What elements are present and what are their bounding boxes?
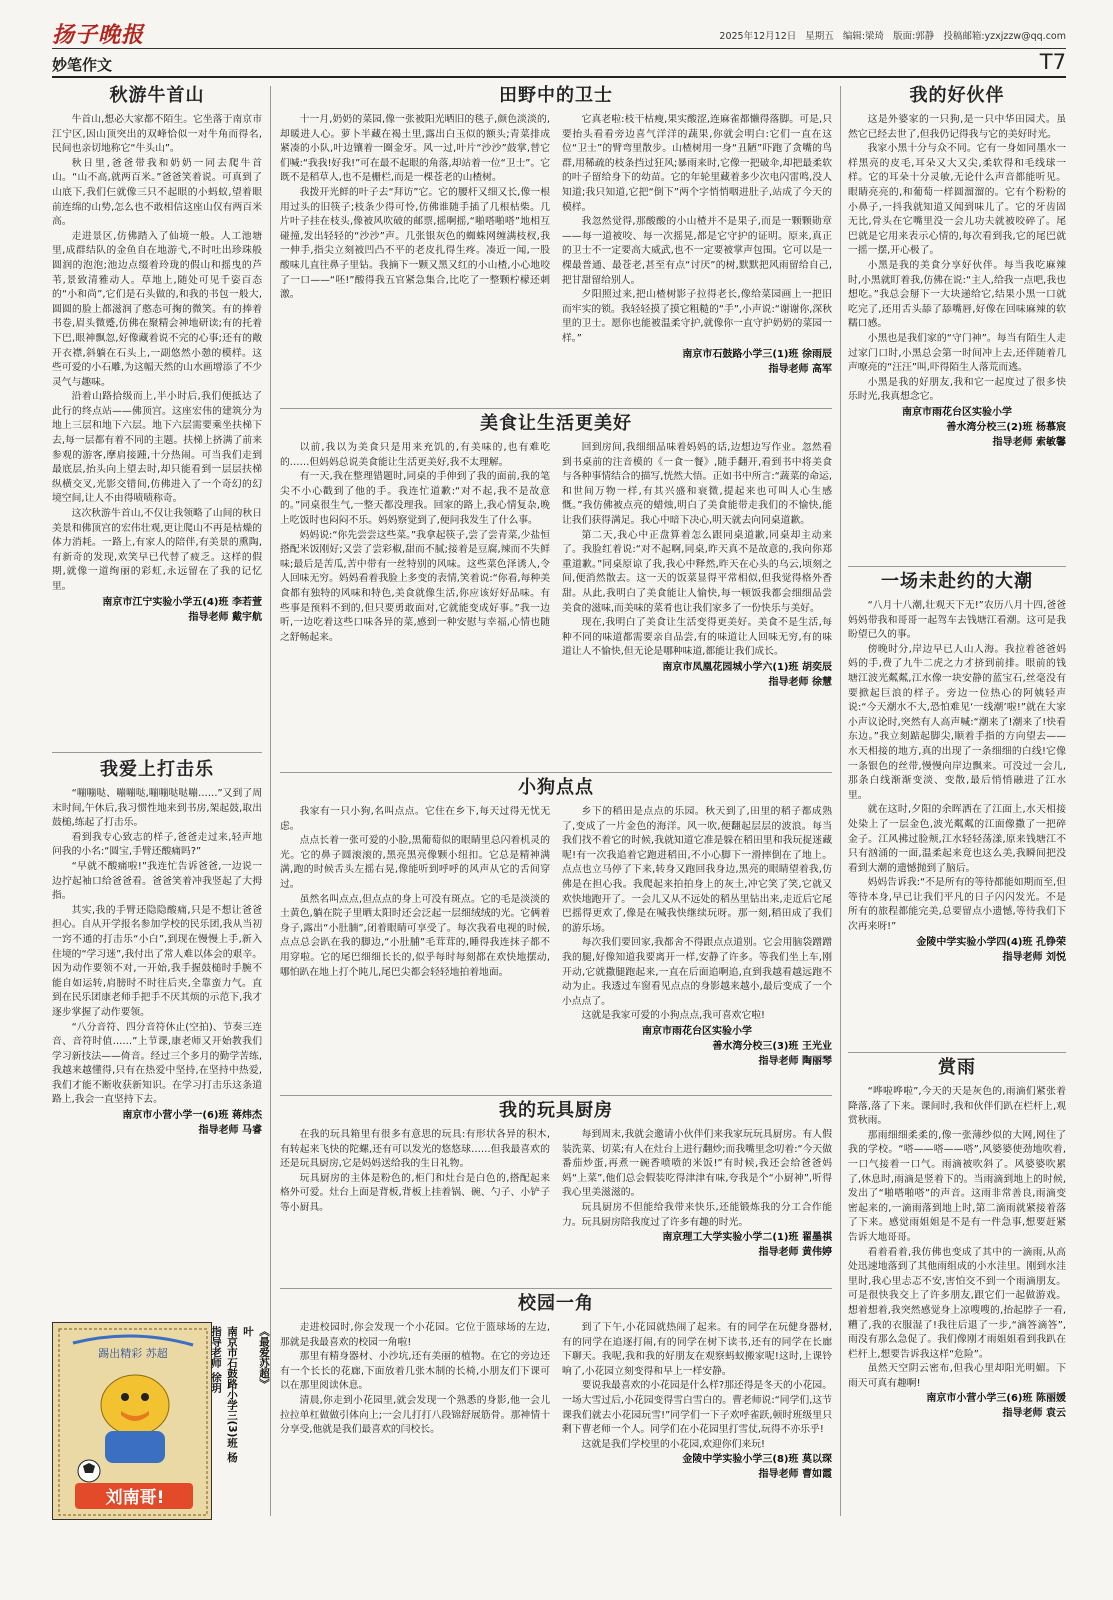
article-paragraph: 我拨开光鲜的叶子去“拜访”它。它的腰杆又细又长,像一根用过头的旧筷子;枝条少得可怜,仿佛谁随手插了几根枯柴。几片叶子挂在枝头,像被风吹破的邮票,摇啊摇,“啪嗒啪嗒”地相互碰撞,发出轻轻的“沙沙”声。几张银灰色的蜘蛛网缠满枝杈,我一伸手,指尖立刻被凹凸不平的老皮扎得生疼。凑近一闻,一股酸味儿直往鼻子里钻。我摘下一颗又黑又红的小山楂,小心地咬了一口——“呸!”酸得我五官紧急集合,比吃了一整颗柠檬还刺激。 bbox=[280, 186, 550, 301]
article-dachao bbox=[848, 570, 1066, 1048]
article-title: 一场未赴约的大潮 bbox=[881, 571, 1033, 592]
article-author-class: 善水湾分校三(2)班 杨慕宸 bbox=[946, 421, 1066, 433]
article-paragraph: 到了下午,小花园就热闹了起来。有的同学在玩健身器材,有的同学在追逐打闹,有的同学在树下读书,还有的同学在长廊下聊天。我呢,我和我的好朋友在观察蚂蚁搬家呢!这时,上课铃响了,小花园立刻变得和早上一样安静。 bbox=[562, 1322, 832, 1377]
article-title: 我的好伙伴 bbox=[909, 85, 1005, 106]
issue-meta bbox=[713, 28, 1066, 42]
article-teacher: 指导老师 索敏馨 bbox=[992, 436, 1066, 448]
article-teacher: 指导老师 高军 bbox=[768, 363, 832, 375]
article-paragraph: 那里有精身器材、小沙坑,还有美丽的植物。在它的旁边还有一个长长的花廊,下面放着几张木制的长椅,小朋友们下课可以在那里阅读休息。 bbox=[280, 1351, 550, 1392]
submission-email: 投稿邮箱:yzxjzzw@qq.com bbox=[943, 31, 1066, 42]
article-daji bbox=[52, 758, 262, 1314]
article-paragraph: 现在,我明白了美食让生活变得更美好。美食不是生活,每种不同的味道都需要亲自品尝,有的味道让人回味无穷,有的味道让人不愉快,但无论是哪种味道,都能让我们成长。 bbox=[562, 617, 832, 658]
drawing-duck-icon bbox=[53, 1323, 212, 1520]
article-paragraph: “八月十八潮,壮观天下无!”农历八月十四,爸爸妈妈带我和哥哥一起驾车去钱塘江看潮。这可是我盼望已久的事。 bbox=[848, 600, 1066, 641]
drawing-small-text: 踢出精彩 苏超 bbox=[98, 1347, 168, 1360]
article-paragraph: 十一月,奶奶的菜园,像一张被阳光晒旧的毯子,颜色淡淡的,却暖进人心。萝卜半藏在褐土里,露出白玉似的额头;青菜排成紧凑的小队,叶边镶着一圈金牙。风一过,叶片“沙沙”鼓掌,替它们喊:“我我!好我!”可在最不起眼的角落,却站着一位“卫士”。它既不是稻草人,也不是栅栏,而是一棵苍老的山楂树。 bbox=[280, 114, 550, 184]
article-title: 田野中的卫士 bbox=[499, 85, 613, 106]
article-paragraph: 看到我专心致志的样子,爸爸走过来,轻声地问我的小名:“圆宝,手臂还酸痛吗?” bbox=[52, 831, 262, 858]
article-paragraph: 这就是我家可爱的小狗点点,我可喜欢它啦! bbox=[581, 1010, 765, 1022]
column-divider-right bbox=[840, 86, 841, 1516]
article-paragraph: 虽然天空阴云密布,但我心里却阳光明媚。下雨天可真有趣啊! bbox=[848, 1363, 1066, 1389]
article-paragraph: 走进景区,仿佛踏入了仙境一般。人工池塘里,成群结队的金鱼自在地游弋,不时吐出珍珠般圆润的泡泡;池边点缀着玲珑的假山和摇曳的芦苇,景致清雅动人。草地上,随处可见千姿百态的“小和尚”,它们是石头做的,和我的书包一般大,圆圆的脸上都滋润了憨态可掬的微笑。有的捧着书卷,眉头微蹙,仿佛在聚精会神地研读;有的托着下巴,眼神飘忽,好像藏着说不完的心事;还有的敞开衣襟,斜躺在石头上,一副悠然小憩的模样。这些可爱的小石雕,为这幅天然的山水画增添了不少灵气与趣味。 bbox=[52, 230, 262, 388]
header-thick-rule bbox=[52, 76, 1066, 78]
article-paragraph: 以前,我以为美食只是用来充饥的,有美味的,也有难吃的……但妈妈总说美食能让生活更美好,我不太理解。 bbox=[280, 442, 550, 468]
article-paragraph: 其实,我的手臂还隐隐酸痛,只是不想让爸爸担心。自从开学报名参加学校的民乐团,我从当初一窍不通的打击乐“小白”,到现在慢慢上手,新入住境的“学习迷”,我付出了常人难以体会的艰辛。因为动作要领不对,一开始,我手握鼓槌时手腕不能自如运转,肩膀时不时往后夹,全靠蛮力气。直到在民乐团康老师手把手不厌其烦的示范下,我才逐步掌握了动作要领。 bbox=[52, 904, 262, 1018]
article-paragraph: 看着看着,我仿佛也变成了其中的一滴雨,从高处迅速地落到了其他雨组成的小水洼里。刚到水洼里时,我心里忐忑不安,害怕交不到一个雨滴朋友。可是很快我交上了许多朋友,跟它们一起做游戏。想着想着,我突然感觉身上凉嗖嗖的,抬起脖子一看,糟了,我的衣服湿了!我往后退了一步,“滴答滴答”,雨没有那么急促了。我们像刚才雨姐姐看到我趴在栏杆上,想要告诉我这样“危险”。 bbox=[848, 1246, 1066, 1360]
article-author-class: 善水湾分校三(3)班 王光业 bbox=[712, 1040, 832, 1052]
article-paragraph: “八分音符、四分音符休止(空拍)、节奏三连音、音符时值……”上节课,康老师又开始教我们学习新技法——倚音。经过三个多月的勤学苦练,我越来越懂得,只有在热爱中坚持,在坚持中热爱,我们才能不断收获新知识。在学习打击乐这条道路上,我会一直坚持下去。 bbox=[52, 1021, 262, 1106]
article-paragraph: 有一天,我在整理错题时,同桌的手伸到了我的面前,我的笔尖不小心戳到了他的手。我连忙道歉:“对不起,我不是故意的。”同桌很生气,一整天都没理我。回家的路上,我心情复杂,晚上吃饭时也闷闷不乐。妈妈察觉到了,便问我发生了什么事。 bbox=[280, 471, 550, 526]
article-qiuyou bbox=[52, 84, 262, 748]
editor-credit: 编辑:梁琦 bbox=[842, 31, 885, 42]
article-paragraph: 秋日里,爸爸带我和奶奶一同去爬牛首山。“山不高,就两百米。”爸爸笑着说。可真到了山底下,我们仨就像三只不起眼的小蚂蚁,望着眼前连绵的山势,怎么也不敢相信这座山仅有两百米高。 bbox=[52, 157, 262, 228]
section-title: 妙笔作文 bbox=[52, 56, 113, 74]
article-paragraph: 妈妈说:“你先尝尝这些菜。”我拿起筷子,尝了尝青菜,少盐恒搭配米饭刚好;又尝了尝彩椒,甜而不腻;接着是豆腐,辣而不失鲜味;最后是苦瓜,苦中带有一丝特别的风味。这些菜色泽诱人,令人回味无穷。妈妈看着我脸上多变的表情,笑着说:“你看,每种美食都有独特的风味和特色,美食就像生活,你应该好好品味。有些事是预料不到的,但只要勇敢面对,它就能变成好事。”我一边听,一边吃着这些口味各异的菜,感到一种安慰与幸福,心情也随之舒畅起来。 bbox=[280, 529, 550, 643]
article-chufang bbox=[280, 1099, 832, 1285]
article-title: 我爱上打击乐 bbox=[100, 759, 214, 780]
article-paragraph: 沿着山路拾级而上,半小时后,我们便抵达了此行的终点站——佛顶宫。这座宏伟的建筑分为地上三层和地下六层。地下六层需要乘坐扶梯下去,每一层都有着不同的主题。扶梯上挤满了前来参观的游客,摩肩接踵,十分热闹。可当我们走到最底层,抬头向上望去时,却只能看到一层层扶梯纵横交叉,光影交错间,仿佛进入了一个奇幻的幻境空间,让人不由得啧啧称奇。 bbox=[52, 391, 262, 505]
article-paragraph: 清晨,你走到小花园里,就会发现一个熟悉的身影,他一会儿拉拉单杠做做引体向上;一会儿打打八段锦舒展筋骨。那神情十分享受,他就是我们最喜欢的闫校长。 bbox=[280, 1394, 550, 1436]
article-paragraph: “嘣嘣哒、嘣嘣哒,嘣嘣哒哒嘣……”又到了周末时间,午休后,我习惯性地来到书房,架起鼓,取出鼓槌,练起了打击乐。 bbox=[52, 788, 262, 829]
article-author: 南京理工大学实验小学二(1)班 翟墨祺 bbox=[662, 1232, 832, 1244]
article-paragraph: 在我的玩具箱里有很多有意思的玩具:有形状各异的积木,有转起来飞快的陀螺,还有可以发光的悠悠球……但我最喜欢的还是玩具厨房,它是妈妈送给我的生日礼物。 bbox=[280, 1129, 550, 1170]
drawing-banner-text: 刘南哥! bbox=[105, 1488, 165, 1508]
article-paragraph: 这是外婆家的一只狗,是一只中华田园犬。虽然它已经去世了,但我仍记得我与它的美好时光。 bbox=[848, 114, 1066, 140]
divider-mid-2 bbox=[280, 772, 832, 773]
article-paragraph: 牛首山,想必大家都不陌生。它坐落于南京市江宁区,因山顶突出的双峰恰似一对牛角而得名,民间也亲切地称它“牛头山”。 bbox=[52, 114, 262, 155]
article-title: 我的玩具厨房 bbox=[499, 1100, 613, 1121]
column-divider-left bbox=[270, 86, 271, 1516]
page-number: T7 bbox=[1039, 50, 1066, 74]
article-huoban bbox=[848, 84, 1066, 562]
article-paragraph: 每到周末,我就会邀请小伙伴们来我家玩玩具厨房。有人假装洗菜、切菜;有人在灶台上进行翻炒;而我嘴里念叨着:“今天做番茄炒蛋,再煮一碗香喷喷的米饭!”有时候,我还会给爸爸妈妈“上菜”,他们总会假装吃得津津有味,夸我是个“小厨神”,听得我心里美滋滋的。 bbox=[562, 1129, 832, 1199]
article-author: 南京市石鼓路小学三(1)班 徐雨辰 bbox=[682, 348, 832, 360]
article-paragraph: 要说我最喜欢的小花园是什么样?那还得是冬天的小花园。一场大雪过后,小花园变得雪白雪白的。曹老师说:“同学们,这节课我们就去小花园玩雪!”同学们一下子欢呼雀跃,顿时班级里只剩下曹老师一个人。同学们在小花园里打雪仗,玩得不亦乐乎! bbox=[562, 1380, 832, 1436]
newspaper-logo: 扬子晚报 bbox=[52, 22, 145, 48]
article-teacher: 指导老师 黄伟婷 bbox=[758, 1247, 832, 1259]
issue-date: 2025年12月12日 bbox=[719, 31, 797, 42]
article-title: 美食让生活更美好 bbox=[480, 413, 632, 434]
article-teacher: 指导老师 徐慧 bbox=[768, 676, 832, 688]
article-xiaoyuan bbox=[280, 1292, 832, 1582]
article-teacher: 指导老师 马睿 bbox=[198, 1125, 262, 1137]
divider-right-2 bbox=[848, 1052, 1066, 1053]
article-author: 南京市凤凰花园城小学六(1)班 胡奕辰 bbox=[662, 661, 832, 673]
divider-mid-4 bbox=[280, 1288, 832, 1289]
illustration-student: 叶 bbox=[242, 1326, 254, 1337]
illustration-picture bbox=[52, 1322, 212, 1520]
article-weishi bbox=[280, 84, 832, 404]
article-paragraph: 小黑是我的好朋友,我和它一起度过了很多快乐时光,我真想念它。 bbox=[848, 376, 1066, 403]
article-paragraph: 走进校园时,你会发现一个小花园。它位于篮球场的左边,那就是我最喜欢的校园一角啦! bbox=[280, 1322, 550, 1348]
masthead bbox=[52, 18, 1066, 46]
article-paragraph: 玩具厨房不但能给我带来快乐,还能锻炼我的分工合作能力。玩具厨房陪我度过了许多有趣的时光。 bbox=[562, 1201, 832, 1228]
article-paragraph: 这就是我们学校里的小花园,欢迎你们来玩! bbox=[581, 1438, 765, 1450]
article-teacher: 指导老师 曹如霞 bbox=[758, 1469, 832, 1481]
article-paragraph: 我家有一只小狗,名叫点点。它住在乡下,每天过得无忧无虑。 bbox=[280, 806, 550, 832]
illustration-school: 南京市石鼓路小学三(3)班 杨 bbox=[226, 1326, 238, 1463]
illustration-caption bbox=[210, 1326, 270, 1522]
article-paragraph: 傍晚时分,岸边早已人山人海。我拉着爸爸妈妈的手,费了九牛二虎之力才挤到前排。眼前的钱塘江波光粼粼,江水像一块安静的蓝宝石,丝毫没有要掀起巨浪的样子。旁边一位热心的阿姨轻声说:“今天潮水不大,恐怕难见‘一线潮’啦!”就在大家小声议论时,突然有人高声喊:“潮来了!潮来了!快看东边。”我立刻踮起脚尖,顺着手指的方向望去——水天相接的地方,真的出现了一条细细的白线!它像一条银色的丝带,慢慢向岸边飘来。可没过一会儿,那条白线渐渐变淡、变散,最后悄悄融进了江水里。 bbox=[848, 643, 1066, 801]
article-teacher: 指导老师 陶丽琴 bbox=[758, 1055, 832, 1067]
article-paragraph: 第二天,我心中正盘算着怎么跟同桌道歉,同桌却主动来了。我脸红着说:“对不起啊,同桌,昨天真不是故意的,我向你郑重道歉。”同桌原谅了我,我心中释然,昨天在心头的乌云,顷刻之间,便消然散去。这一天的饭菜显得平常相似,但我觉得格外香甜。从此,我明白了美食能让人愉快,每一顿饭我都会细细品尝美食的滋味,而美味的菜肴也让我们家多了一份快乐与美好。 bbox=[562, 529, 832, 614]
article-author: 南京市小营小学一(6)班 蒋炜杰 bbox=[122, 1110, 262, 1122]
article-author: 南京市江宁实验小学五(4)班 李若萱 bbox=[102, 596, 262, 608]
illustration-teacher: 指导老师 徐玥 bbox=[210, 1326, 222, 1393]
article-paragraph: “哗啦哗啦”,今天的天是灰色的,雨滴们紧张着降落,落了下来。课间时,我和伙伴们趴在栏杆上,观赏秋雨。 bbox=[848, 1086, 1066, 1127]
article-author: 金陵中学实验小学三(8)班 莫以琛 bbox=[682, 1454, 832, 1466]
article-teacher: 指导老师 袁云 bbox=[1002, 1408, 1066, 1420]
divider-mid-1 bbox=[280, 408, 832, 409]
article-teacher: 指导老师 刘悦 bbox=[1002, 951, 1066, 963]
article-title: 校园一角 bbox=[518, 1293, 594, 1314]
article-paragraph: 它真老啦:枝干枯瘦,果实酸涩,连麻雀都懒得落脚。可是,只要抬头看看旁边喜气洋洋的蔬果,你就会明白:它们一直在这位“卫士”的臂弯里散步。山楂树用一身“丑陋”吓跑了贪嘴的鸟群,用稀疏的枝条挡过狂风;暴雨来时,它像一把破伞,却把最柔软的叶子留给身下的幼苗。它的年轮里藏着多少次电闪雷鸣,没人知道;我只知道,它把“倒下”两个字悄悄咽进肚子,站成了今天的模样。 bbox=[562, 114, 832, 213]
issue-weekday: 星期五 bbox=[805, 31, 834, 42]
article-paragraph: 小黑也是我们家的“守门神”。每当有陌生人走过家门口时,小黑总会第一时间冲上去,还伴随着几声嘹亮的“汪汪”叫,吓得陌生人落荒而逃。 bbox=[848, 332, 1066, 374]
article-xiaogou bbox=[280, 776, 832, 1092]
article-paragraph: 每次我们要回家,我都舍不得跟点点道别。它会用脑袋蹭蹭我的腿,好像知道我要离开一样,安静了许多。等我们坐上车,刚开动,它就撒腿跑起来,一直在后面追啊追,直到我越看越远跑不动为止。我透过车窗看见点点的身影越来越小,最后变成了一个小点点了。 bbox=[562, 937, 832, 1007]
article-title: 赏雨 bbox=[938, 1057, 976, 1078]
article-paragraph: 玩具厨房的主体是粉色的,柜门和灶台是白色的,搭配起来格外可爱。灶台上面是背板,背板上挂着锅、碗、勺子、小铲子等小厨具。 bbox=[280, 1172, 550, 1213]
article-paragraph: 夕阳照过来,把山楂树影子拉得老长,像给菜园画上一把旧而牢实的锁。我轻轻摸了摸它粗糙的“手”,小声说:“谢谢你,深秋里的卫士。愿你也能被温柔守护,就像你一直守护奶奶的菜园一样。” bbox=[562, 289, 832, 344]
article-title: 秋游牛首山 bbox=[109, 85, 205, 106]
article-paragraph: 我家小黑十分与众不同。它有一身如同墨水一样黑亮的皮毛,耳朵又大又尖,柔软得和毛线球一样。它的耳朵十分灵敏,无论什么声音都能听见。眼睛亮亮的,和葡萄一样圆溜溜的。它有个粉粉的小鼻子,一抖我就知道又闻到味儿了。它的牙齿固无比,骨头在它嘴里没一会儿功夫就被咬碎了。尾巴就是它用来表示心情的,每次看到我,它的尾巴就一摇一摆,开心极了。 bbox=[848, 143, 1066, 257]
article-author: 南京市雨花台区实验小学 bbox=[642, 1025, 752, 1037]
article-author: 南京市小营小学三(6)班 陈丽媛 bbox=[926, 1393, 1066, 1405]
header-rule bbox=[52, 48, 1066, 49]
article-paragraph: 乡下的稻田是点点的乐园。秋天到了,田里的稻子都成熟了,变成了一片金色的海洋。风一吹,便翻起层层的波浪。每当我们找不着它的时候,我就知道它准是躲在稻田里和我玩捉迷藏呢!有一次我追着它跑进稻田,不小心脚下一滑摔倒在了地上。点点也立马停了下来,转身又跑回我身边,黑亮的眼睛望着我,仿佛是在担心我。我爬起来拍拍身上的灰土,冲它笑了笑,它就又欢快地跑开了。一会儿又从不远处的稻丛里钻出来,走近后它尾巴摇得更欢了,像是在喊我快继续玩呀。那一刻,稻田成了我们的游乐场。 bbox=[562, 806, 832, 934]
divider-left bbox=[52, 752, 262, 753]
article-paragraph: “早就不酸痛啦!”我连忙告诉爸爸,一边说一边拧起袖口给爸爸看。爸爸笑着冲我竖起了大拇指。 bbox=[52, 860, 262, 902]
article-paragraph: 我忽然觉得,那酸酸的小山楂并不是果子,而是一颗颗勋章——每一道被咬、每一次摇晃,都是它守护的证明。原来,真正的卫士不一定要高大威武,也不一定要被掌声包围。它可以是一棵最普通、最苍老,甚至有点“讨厌”的树,默默把风雨留给自己,把甘甜留给别人。 bbox=[562, 216, 832, 286]
article-paragraph: 妈妈告诉我:“不是所有的等待都能如期而至,但等待本身,早已让我们平凡的日子闪闪发光。不是所有的旅程都能完美,总要留点小遗憾,等待我们下次再来呀!” bbox=[848, 877, 1066, 933]
article-paragraph: 虽然名叫点点,但点点的身上可没有斑点。它的毛是淡淡的土黄色,躺在院子里晒太阳时还会泛起一层细绒绒的光。它俩着身子,露出“小肚腩”,闭着眼睛可享受了。每次我看电视的时候,点点总会趴在我的脚边,“小肚脯”毛茸茸的,睡得我连抹子都不用穿啦。它的尾巴细细长长的,似乎每时每刻都在欢快地摆动,哪怕趴在地上打个盹儿,尾巴尖都会轻轻地拍着地面。 bbox=[280, 893, 550, 978]
article-paragraph: 那雨细细柔柔的,像一张薄纱似的大网,网住了我的学校。“嗒——嗒——嗒”,风婆婆使劲地吹着,一口气接着一口气。雨滴被吹斜了。风婆婆吹累了,休息时,雨滴是竖着下的。当雨滴到地上的时候,发出了“啪嗒啪嗒”的声音。这雨非常善良,雨滴变密起来的,一滴雨落到地上时,第二滴雨就紧接着落了下来。感觉雨姐姐是不是有一件急事,想要赶紧告诉大地哥哥。 bbox=[848, 1129, 1066, 1243]
article-author: 金陵中学实验小学四(4)班 孔铮荣 bbox=[916, 936, 1066, 948]
article-teacher: 指导老师 戴宇航 bbox=[188, 611, 262, 623]
article-author: 南京市雨花台区实验小学 bbox=[902, 406, 1012, 418]
divider-mid-3 bbox=[280, 1095, 832, 1096]
article-paragraph: 回到房间,我细细品味着妈妈的话,边想边写作业。忽然看到书桌前的注音模的《一食一餐》,随手翻开,看到书中将美食与各种事情结合的描写,恍然大悟。正如书中所言:“蔬菜的命运,和世间万物一样,有其兴盛和衰微,提起来也可叫人心生感慨。”我仿佛被点亮的蜡烛,明白了美食能带走我们的不愉快,能让我们获得满足。我心中暗下决心,明天就去向同桌道歉。 bbox=[562, 442, 832, 526]
article-paragraph: 小黑是我的美食分享好伙伴。每当我吃麻辣时,小黑就盯着我,仿佛在说:“主人,给我一点吧,我也想吃。”我总会掰下一大块递给它,结果小黑一口就吃完了,还用舌头舔了舔嘴唇,好像在回味麻辣的软糯口感。 bbox=[848, 259, 1066, 330]
article-shangyu bbox=[848, 1056, 1066, 1586]
article-paragraph: 这次秋游牛首山,不仅让我领略了山间的秋日美景和佛顶宫的宏伟壮观,更让爬山不再是枯燥的体力消耗。一路上,有家人的陪伴,有美景的熏陶,有新奇的发现,欢笑早已代替了疲乏。这样的假期,就像一道绚丽的彩虹,永远留在了我的记忆里。 bbox=[52, 508, 262, 592]
layout-credit: 版面:郭静 bbox=[893, 31, 935, 42]
article-title: 小狗点点 bbox=[518, 777, 594, 798]
illustration-title: 《最爱苏超》 bbox=[258, 1326, 270, 1389]
article-meishi bbox=[280, 412, 832, 768]
divider-right-1 bbox=[848, 566, 1066, 567]
article-paragraph: 点点长着一张可爱的小脸,黑葡萄似的眼睛里总闪着机灵的光。它的鼻子圆滚滚的,黑亮黑亮像颗小纽扣。它总是精神满满,跑的时候舌头左摇右晃,像能听到呼呼的风声从它的舌间穿过。 bbox=[280, 835, 550, 890]
article-paragraph: 就在这时,夕阳的余晖洒在了江面上,水天相接处染上了一层金色,波光粼粼的江面像撒了一把碎金子。江风拂过脸颊,江水轻轻荡漾,原来钱塘江不只有汹涌的一面,温柔起来竟也这么美,我瞬间把没看到大潮的遗憾抛到了脑后。 bbox=[848, 804, 1066, 874]
